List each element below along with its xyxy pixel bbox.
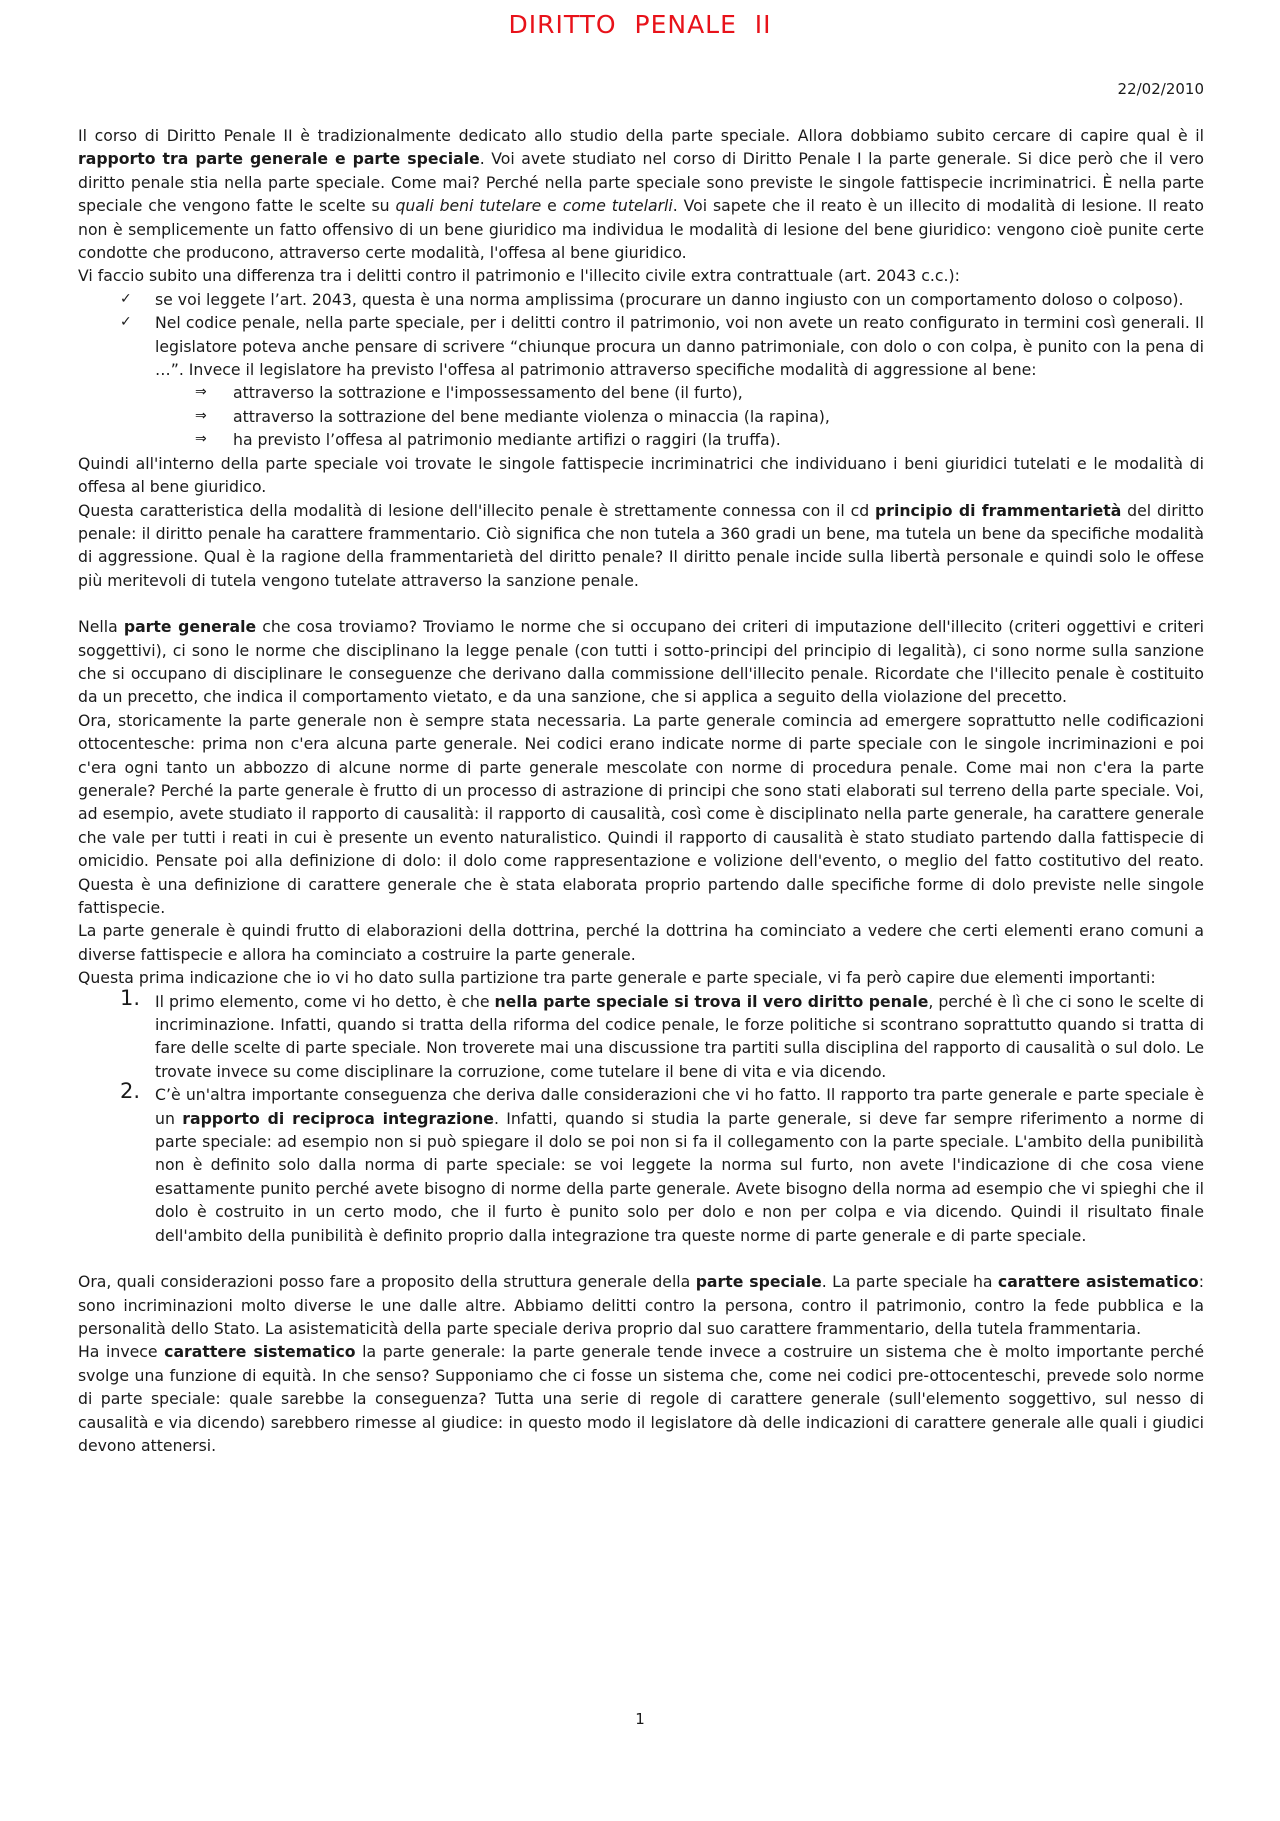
numbered-list	[78, 985, 1204, 1247]
document-page	[78, 80, 1204, 1457]
list-item: ⇒ attraverso la sottrazione e l'impossessamento del bene (il furto),	[78, 381, 1204, 404]
paragraph-difference: Vi faccio subito una differenza tra i delitti contro il patrimonio e l'illecito civile extra contrattuale (art. 2043 c.c.):	[78, 266, 960, 286]
document-body	[78, 124, 1204, 1457]
list-item: 2. C’è un'altra importante conseguenza che deriva dalle considerazioni che vi ho fatto. Il rapporto tra parte generale e parte speciale è un rapporto di reciproca integrazione. Infatti, quando si studia la parte generale, si deve far sempre riferimento a norme di parte speciale: ad esempio non si può spiegare il dolo se poi non si fa il collegamento con la parte speciale. L'ambito della punibilità non è definito solo dalla norma di parte speciale: se voi leggete la norma sul furto, non avete l'indicazione di che cosa viene esattamente punito perché avete bisogno di norme della parte generale. Avete bisogno della norma ad esempio che vi spieghi che il dolo è costruito in un certo modo, che il furto è punito solo per dolo e non per colpa e via dicendo. Quindi il risultato finale dell'ambito della punibilità è definito proprio dalla integrazione tra queste norme di parte generale e di parte speciale.	[120, 1079, 1204, 1245]
paragraph-storia: Ora, storicamente la parte generale non è sempre stata necessaria. La parte generale comincia ad emergere soprattutto nelle codificazioni ottocentesche: prima non c'era alcuna parte generale. Nei codici erano indicate norme di parte speciale con le singole incriminazioni e poi c'era ogni tanto un abbozzo di alcune norme di parte generale mescolate con norme di procedura penale. Come mai non c'era la parte generale? Perché la parte generale è frutto di un processo di astrazione di principi che sono stati elaborati sul terreno della parte speciale. Voi, ad esempio, avete studiato il rapporto di causalità: il rapporto di causalità, così come è disciplinato nella parte generale, ha carattere generale che vale per tutti i reati in cui è presente un evento naturalistico. Quindi il rapporto di causalità è stato studiato partendo dalla fattispecie di omicidio. Pensate poi alla definizione di dolo: il dolo come rappresentazione e volizione dell'evento, o meglio del fatto costitutivo del reato. Questa è una definizione di carattere generale che è stata elaborata proprio partendo dalle specifiche forme di dolo previste nelle singole fattispecie.	[78, 710, 1204, 917]
arrow-icon: ⇒	[195, 431, 207, 448]
list-item: 1. Il primo elemento, come vi ho detto, è che nella parte speciale si trova il vero diritto penale, perché è lì che ci sono le scelte di incriminazione. Infatti, quando si tratta della riforma del codice penale, le forze politiche si scontrano soprattutto quando si tratta di fare delle scelte di parte speciale. Non troverete mai una discussione tra partiti sulla disciplina del rapporto di causalità o sul dolo. Le trovate invece su come disciplinare la corruzione, come tutelare il bene di vita e via dicendo.	[120, 985, 1204, 1081]
check-icon: ✓	[120, 314, 132, 331]
paragraph-parte-speciale: Ora, quali considerazioni posso fare a proposito della struttura generale della parte speciale. La parte speciale ha carattere asistematico: sono incriminazioni molto diverse le une dalle altre. Abbiamo delitti contro la persona, contro il patrimonio, contro la fede pubblica e la personalità dello Stato. La asistematicità della parte speciale deriva proprio dal suo carattere frammentario, della tutela frammentaria.	[78, 1272, 1204, 1338]
arrow-icon: ⇒	[195, 384, 207, 401]
paragraph-elementi: Questa prima indicazione che io vi ho dato sulla partizione tra parte generale e parte speciale, vi fa però capire due elementi importanti:	[78, 968, 1156, 988]
list-item: ⇒ attraverso la sottrazione del bene mediante violenza o minaccia (la rapina),	[78, 405, 1204, 428]
list-number: 1.	[120, 985, 141, 1010]
check-list	[78, 288, 1204, 382]
paragraph-intro: Il corso di Diritto Penale II è tradizionalmente dedicato allo studio della parte speciale. Allora dobbiamo subito cercare di capire qual è il rapporto tra parte generale e parte speciale. Voi avete studiato nel corso di Diritto Penale I la parte generale. Si dice però che il vero diritto penale stia nella parte speciale. Come mai? Perché nella parte speciale sono previste le singole fattispecie incriminatrici. È nella parte speciale che vengono fatte le scelte su quali beni tutelare e come tutelarli. Voi sapete che il reato è un illecito di modalità di lesione. Il reato non è semplicemente un fatto offensivo di un bene giuridico ma individua le modalità di lesione del bene giuridico: vengono cioè punite certe condotte che producono, attraverso certe modalità, l'offesa al bene giuridico.	[78, 126, 1205, 263]
arrow-icon: ⇒	[195, 407, 207, 424]
list-item: ✓ Nel codice penale, nella parte speciale, per i delitti contro il patrimonio, voi non avete un reato configurato in termini così generali. Il legislatore poteva anche pensare di scrivere “chiunque procura un danno patrimoniale, con dolo o con colpa, è punito con la pena di …”. Invece il legislatore ha previsto l'offesa al patrimonio attraverso specifiche modalità di aggressione al bene:	[120, 313, 1204, 380]
paragraph-frammentarieta: Questa caratteristica della modalità di lesione dell'illecito penale è strettamente connessa con il cd principio di frammentarietà del diritto penale: il diritto penale ha carattere frammentario. Ciò significa che non tutela a 360 gradi un bene, ma tutela un bene da specifiche modalità di aggressione. Qual è la ragione della frammentarietà del diritto penale? Il diritto penale incide sulla libertà personale e quindi solo le offese più meritevoli di tutela vengono tutelate attraverso la sanzione penale.	[78, 500, 1204, 590]
paragraph-fattispecie: Quindi all'interno della parte speciale voi trovate le singole fattispecie incriminatrici che individuano i beni giuridici tutelati e le modalità di offesa al bene giuridico.	[78, 453, 1204, 497]
list-number: 2.	[120, 1079, 141, 1104]
document-date: 22/02/2010	[1117, 80, 1204, 98]
arrow-list	[78, 381, 1204, 451]
page-number: 1	[635, 1710, 645, 1728]
document-title: DIRITTO PENALE II	[508, 10, 772, 39]
paragraph-parte-generale: Nella parte generale che cosa troviamo? Troviamo le norme che si occupano dei criteri di imputazione dell'illecito (criteri oggettivi e criteri soggettivi), ci sono le norme che disciplinano la legge penale (con tutti i sotto-principi del principio di legalità), ci sono norme sulla sanzione che si occupano di disciplinare le conseguenze che derivano dalla commissione dell'illecito penale. Ricordate che l'illecito penale è costituito da un precetto, che indica il comportamento vietato, e da una sanzione, che si applica a seguito della violazione del precetto.	[78, 617, 1204, 707]
list-item: ⇒ ha previsto l’offesa al patrimonio mediante artifizi o raggiri (la truffa).	[78, 428, 1204, 451]
paragraph-dottrina: La parte generale è quindi frutto di elaborazioni della dottrina, perché la dottrina ha cominciato a vedere che certi elementi erano comuni a diverse fattispecie e allora ha cominciato a costruire la parte generale.	[78, 921, 1204, 964]
list-item: ✓ se voi leggete l’art. 2043, questa è una norma amplissima (procurare un danno ingiusto con un comportamento doloso o colposo).	[78, 288, 1204, 311]
check-icon: ✓	[120, 290, 132, 307]
paragraph-sistematico: Ha invece carattere sistematico la parte generale: la parte generale tende invece a costruire un sistema che è molto importante perché svolge una funzione di equità. In che senso? Supponiamo che ci fosse un sistema che, come nei codici pre-ottocenteschi, prevede solo norme di parte speciale: quale sarebbe la conseguenza? Tutta una serie di regole di carattere generale (sull'elemento soggettivo, sul nesso di causalità e via dicendo) sarebbero rimesse al giudice: in questo modo il legislatore dà delle indicazioni di carattere generale alle quali i giudici devono attenersi.	[78, 1342, 1205, 1455]
